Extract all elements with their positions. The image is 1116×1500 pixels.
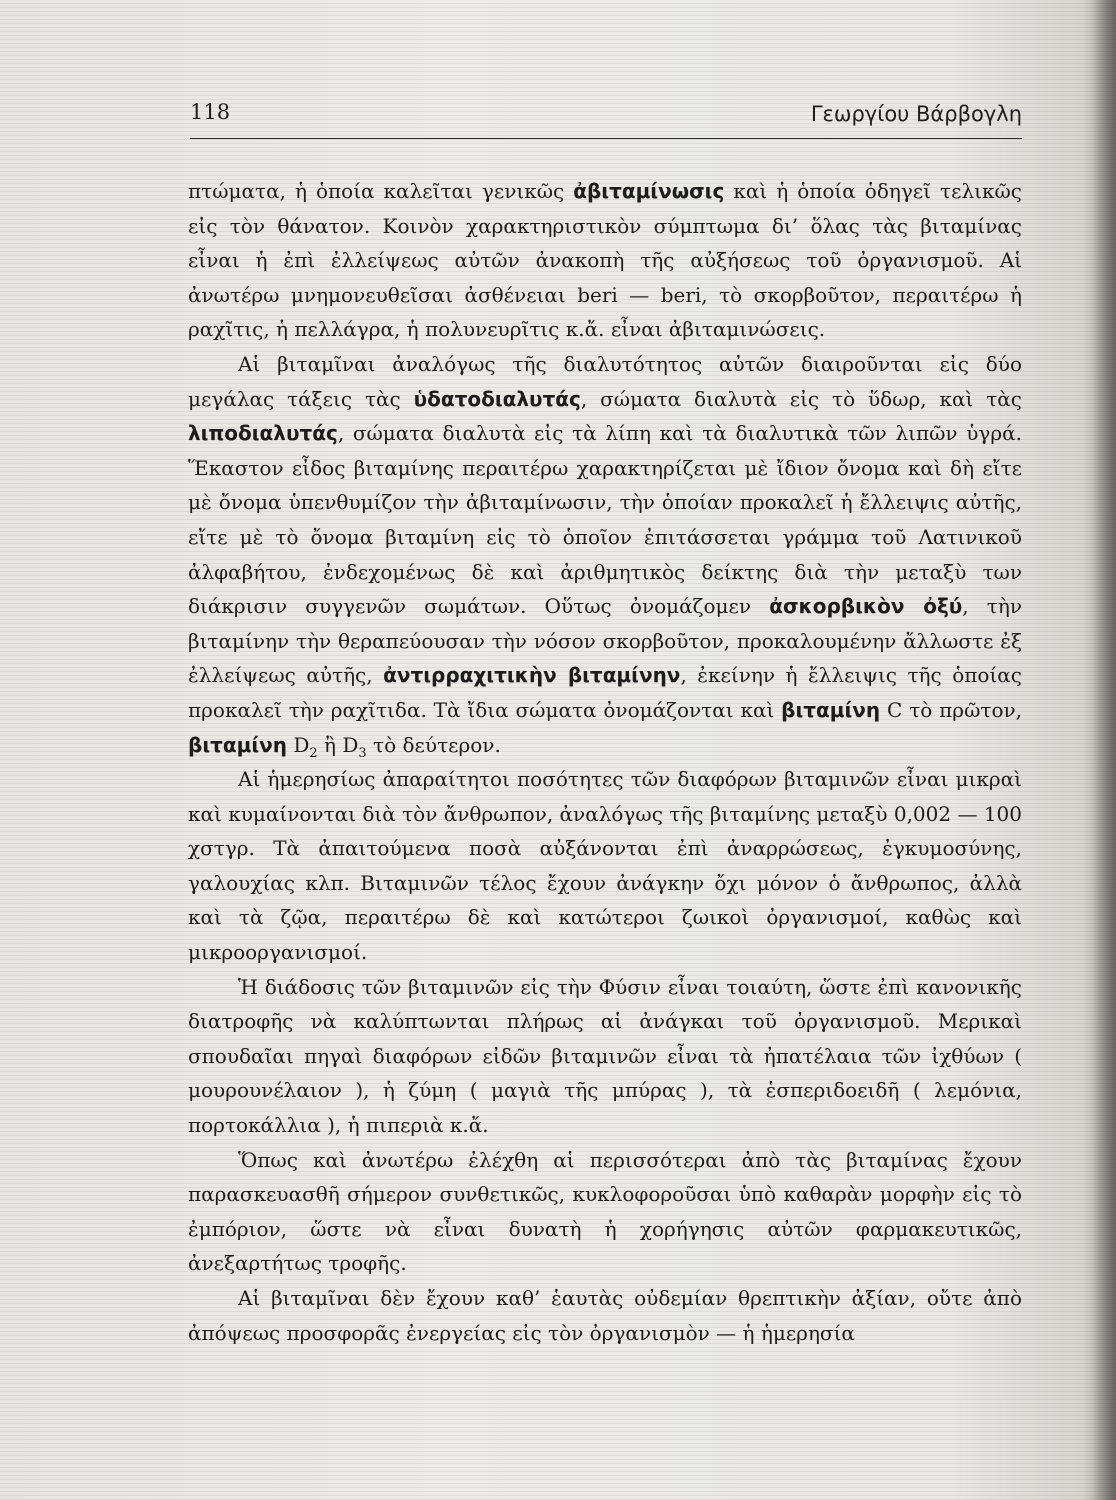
term-antirachitic-vitamin: ἀντιρραχιτικὴν βιταμίνην bbox=[383, 663, 681, 688]
page-number: 118 bbox=[190, 100, 231, 124]
paragraph-5: Ὅπως καὶ ἀνωτέρω ἐλέχθη αἱ περισσότεραι ἀπὸ τὰς βιταμίνας ἔχουν παρασκευασθῆ σήμερον συνθετικῶς, κυκλοφοροῦσαι ὑπὸ καθαρὰν μορφὴν εἰς τὸ ἐμπόριον, ὥστε νὰ εἶναι δυνατὴ ἡ χορήγησις αὐτῶν φαρμακευτικῶς, ἀνεξαρτήτως τροφῆς. bbox=[188, 1147, 1022, 1276]
running-head: Γεωργίου Βάρβογλη bbox=[810, 102, 1022, 126]
term-vitamin-d: βιταμίνη bbox=[188, 732, 287, 757]
term-water-soluble: ὑδατοδιαλυτάς bbox=[413, 386, 581, 411]
paragraph-4: Ἡ διάδοσις τῶν βιταμινῶν εἰς τὴν Φύσιν εἶναι τοιαύτη, ὥστε ἐπὶ κανονικῆς διατροφῆς νὰ καλύπτωνται πλήρως αἱ ἀνάγκαι τοῦ ὀργανισμοῦ. Μερικαὶ σπουδαῖαι πηγαὶ διαφόρων εἰδῶν βιταμινῶν εἶναι τὰ ἠπατέλαια τῶν ἰχθύων ( μουρουνέλαιον ), ἡ ζύμη ( μαγιὰ τῆς μπύρας ), τὰ ἑσπεριδοειδῆ ( λεμόνια, πορτοκάλλια ), ἡ πιπεριὰ κ.ἄ. bbox=[188, 974, 1022, 1138]
page-edge-shadow bbox=[1092, 0, 1116, 1500]
body-text bbox=[188, 174, 1022, 1350]
page-header bbox=[190, 94, 1022, 139]
term-vitamin-c: βιταμίνη bbox=[781, 697, 881, 722]
term-ascorbic-acid: ἀσκορβικὸν ὀξύ bbox=[769, 594, 963, 619]
paragraph-6: Αἱ βιταμῖναι δὲν ἔχουν καθ’ ἑαυτὰς οὐδεμίαν θρεπτικὴν ἀξίαν, οὔτε ἀπὸ ἀπόψεως προσφορᾶς ἐνεργείας εἰς τὸν ὀργανισμὸν — ἡ ἡμερησία bbox=[188, 1286, 1022, 1345]
term-avitaminosis: ἀβιταμίνωσις bbox=[573, 179, 725, 203]
paragraph-1: πτώματα, ἡ ὁποία καλεῖται γενικῶς ἀβιταμίνωσις καὶ ἡ ὁποία ὁδηγεῖ τελικῶς εἰς τὸν θάνατον. Κοινὸν χαρακτηριστικὸν σύμπτωμα δι’ ὅλας τὰς βιταμίνας εἶναι ἡ ἐπὶ ἐλλείψεως αὐτῶν ἀνακοπὴ τῆς αὐξήσεως τοῦ ὀργανισμοῦ. Αἱ ἀνωτέρω μνημονευθεῖσαι ἀσθένειαι beri — beri, τὸ σκορβοῦτον, περαιτέρω ἡ ραχῖτις, ἡ πελλάγρα, ἡ πολυνευρῖτις κ.ἄ. εἶναι ἀβιταμινώσεις. bbox=[188, 179, 1022, 342]
paragraph-3: Αἱ ἡμερησίως ἀπαραίτητοι ποσότητες τῶν διαφόρων βιταμινῶν εἶναι μικραὶ καὶ κυμαίνονται διὰ τὸν ἄνθρωπον, ἀναλόγως τῆς βιταμίνης μεταξὺ 0,002 — 100 χστγρ. Τὰ ἀπαιτούμενα ποσὰ αὐξάνονται ἐπὶ ἀναρρώσεως, ἐγκυμοσύνης, γαλουχίας κλπ. Βιταμινῶν τέλος ἔχουν ἀνάγκην ὄχι μόνον ὁ ἄνθρωπος, ἀλλὰ καὶ τὰ ζῷα, περαιτέρω δὲ καὶ κατώτεροι ζωικοὶ ὀργανισμοί, καθὼς καὶ μικροοργανισμοί. bbox=[188, 767, 1022, 965]
term-fat-soluble: λιποδιαλυτάς bbox=[188, 421, 338, 446]
paragraph-2: Αἱ βιταμῖναι ἀναλόγως τῆς διαλυτότητος αὐτῶν διαιροῦνται εἰς δύο μεγάλας τάξεις τὰς ὑδατοδιαλυτάς, σώματα διαλυτὰ εἰς τὸ ὕδωρ, καὶ τὰς λιποδιαλυτάς, σώματα διαλυτὰ εἰς τὰ λίπη καὶ τὰ διαλυτικὰ τῶν λιπῶν ὑγρά. Ἕκαστον εἶδος βιταμίνης περαιτέρω χαρακτηρίζεται μὲ ἴδιον ὄνομα καὶ δὴ εἴτε μὲ ὄνομα ὑπενθυμίζον τὴν ἀβιταμίνωσιν, τὴν ὁποίαν προκαλεῖ ἡ ἔλλειψις αὐτῆς, εἴτε μὲ τὸ ὄνομα βιταμίνη εἰς τὸ ὁποῖον ἐπιτάσσεται γράμμα τοῦ Λατινικοῦ ἀλφαβήτου, ἐνδεχομένως δὲ καὶ ἀριθμητικὸς δείκτης διὰ τὴν μεταξὺ των διάκρισιν συγγενῶν σωμάτων. Οὕτως ὀνομάζομεν ἀσκορβικὸν ὀξύ, τὴν βιταμίνην τὴν θεραπεύουσαν τὴν νόσον σκορβοῦτον, προκαλουμένην ἄλλωστε ἐξ ἐλλείψεως αὐτῆς, ἀντιρραχιτικὴν βιταμίνην, ἐκείνην ἡ ἔλλειψις τῆς ὁποίας προκαλεῖ τὴν ραχῖτιδα. Τὰ ἴδια σώματα ὀνομάζονται καὶ βιταμίνη C τὸ πρῶτον, βιταμίνη $D_2$ ἢ $D_3$ τὸ δεύτερον. bbox=[188, 351, 1023, 761]
